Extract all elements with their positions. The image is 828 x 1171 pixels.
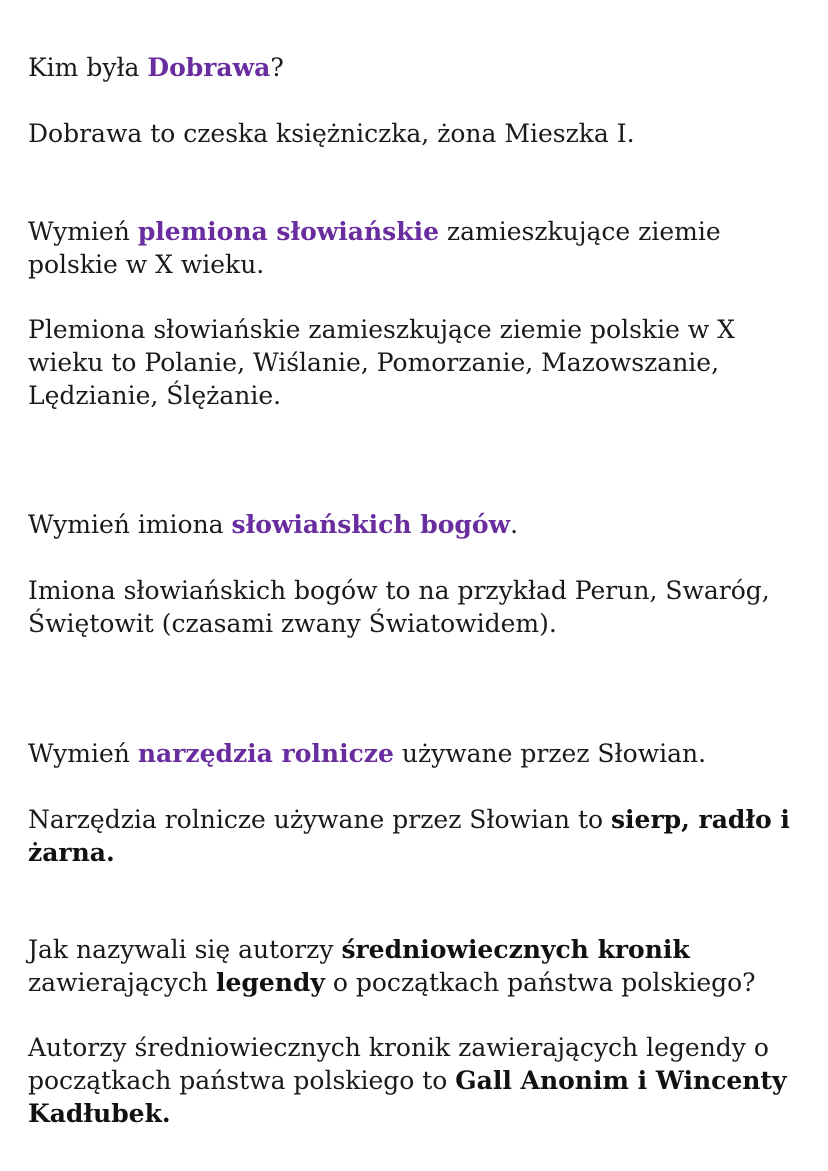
highlighted-term: narzędzia rolnicze xyxy=(137,739,394,768)
question-text: Jak nazywali się autorzy xyxy=(28,935,342,964)
question-text: używane przez Słowian. xyxy=(393,739,707,768)
question-farming-tools xyxy=(28,737,808,770)
question-text: o początkach państwa polskiego? xyxy=(324,968,756,997)
highlighted-term: Dobrawa xyxy=(147,53,271,82)
answer-text: Narzędzia rolnicze używane przez Słowian to xyxy=(28,805,611,834)
bold-term: legendy xyxy=(215,968,325,997)
highlighted-term: słowiańskich bogów xyxy=(231,510,511,539)
question-text: . xyxy=(510,510,519,539)
question-slavic-gods xyxy=(28,508,808,541)
question-text: Wymień xyxy=(28,739,138,768)
question-text: Wymień xyxy=(28,217,138,246)
bold-term: średniowiecznych kronik xyxy=(341,935,690,964)
answer-text: Autorzy średniowiecznych kronik zawierających legendy o początkach państwa polskiego to xyxy=(28,1033,769,1095)
bold-answer: sierp, radło i żarna. xyxy=(28,805,790,867)
answer-text: Plemiona słowiańskie zamieszkujące ziemie polskie w X wieku to Polanie, Wiślanie, Pomorzanie, Mazowszanie, Lędzianie, Ślężanie. xyxy=(28,315,735,410)
answer-slavic-gods xyxy=(28,574,808,640)
question-text: Wymień imiona xyxy=(28,510,232,539)
answer-text: Imiona słowiańskich bogów to na przykład Perun, Swaróg, Świętowit (czasami zwany Światowidem). xyxy=(28,576,770,638)
question-text: ? xyxy=(270,53,284,82)
question-text: zawierających xyxy=(28,968,216,997)
answer-slavic-tribes xyxy=(28,313,808,412)
answer-dobrawa xyxy=(28,117,808,150)
answer-farming-tools xyxy=(28,803,808,869)
bold-answer: Gall Anonim i Wincenty Kadłubek. xyxy=(28,1066,787,1128)
question-slavic-tribes xyxy=(28,215,808,281)
answer-chronicle-authors xyxy=(28,1031,808,1130)
question-text: Kim była xyxy=(28,53,148,82)
question-text: zamieszkujące ziemie polskie w X wieku. xyxy=(28,217,721,279)
question-dobrawa xyxy=(28,51,808,84)
highlighted-term: plemiona słowiańskie xyxy=(137,217,439,246)
question-chronicle-authors xyxy=(28,933,808,999)
answer-text: Dobrawa to czeska księżniczka, żona Mieszka I. xyxy=(28,119,635,148)
